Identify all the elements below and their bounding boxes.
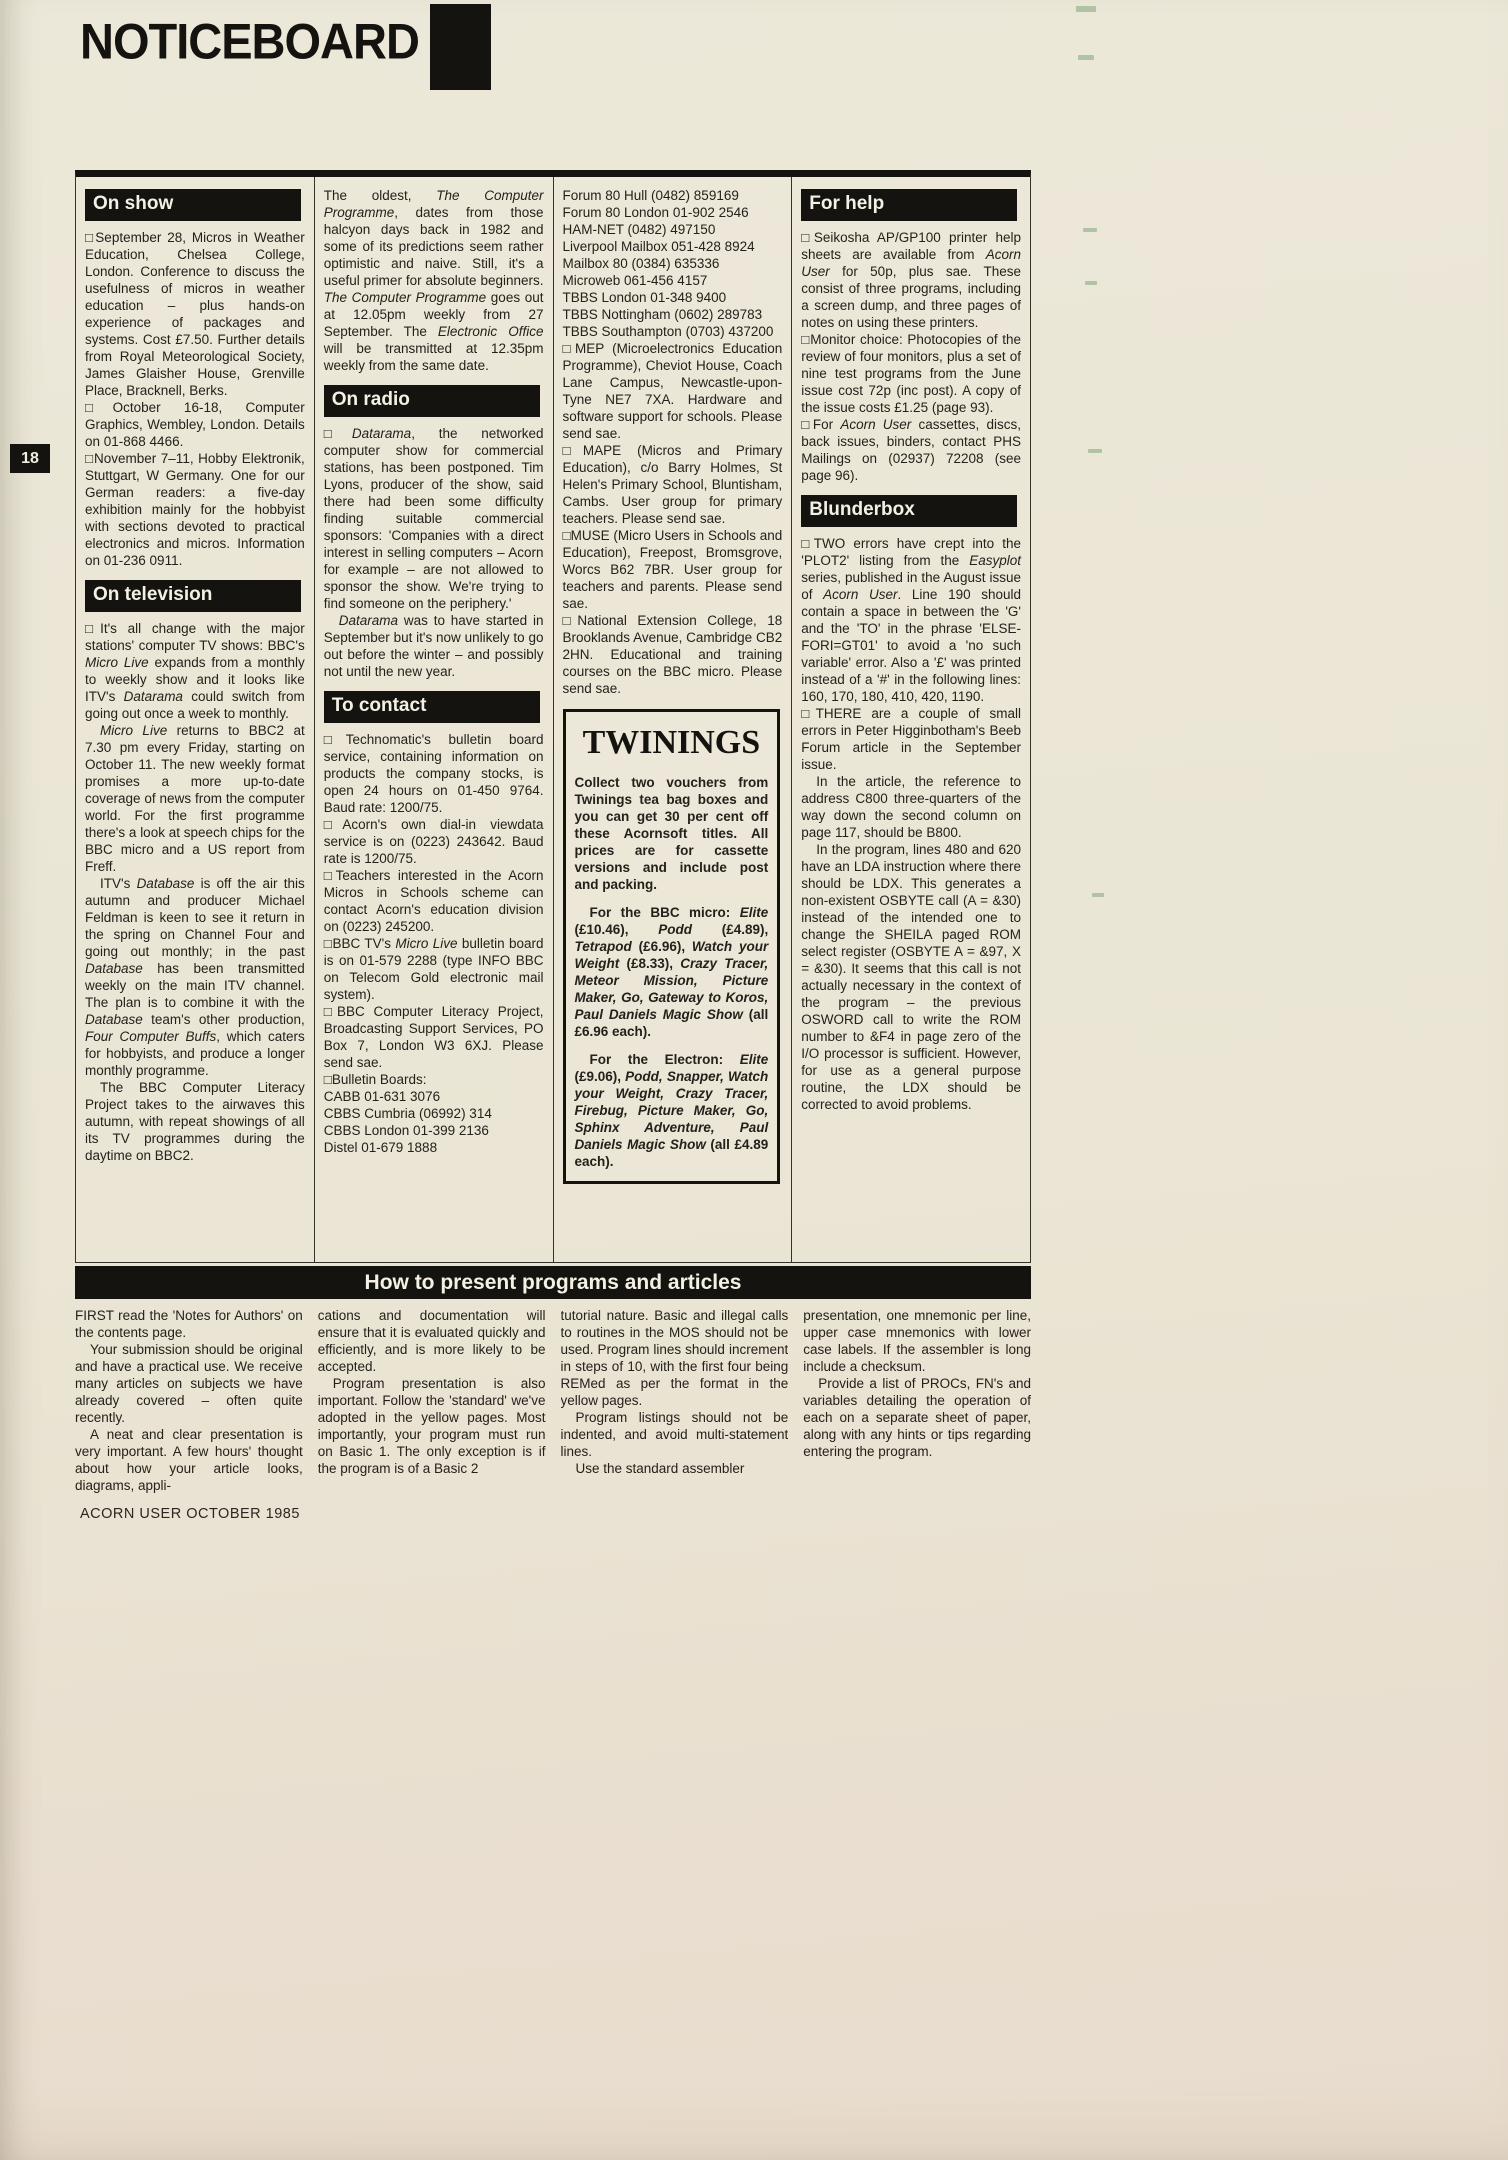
section-header-for-help: For help: [801, 189, 1017, 221]
guidelines-paragraph: tutorial nature. Basic and illegal calls to routines in the MOS should not be used. Program lines should increment in steps of 10, with the first four being REMed as per the format in the yellow pages.: [560, 1308, 789, 1408]
directory-line: TBBS Nottingham (0602) 289783: [562, 307, 763, 322]
emphasis-text: Acorn User: [840, 417, 912, 432]
emphasis-text: Easyplot: [969, 553, 1021, 568]
bottom-section-title-bar: [75, 1266, 1031, 1299]
section-header-on-show: On show: [85, 189, 301, 221]
paragraph: □Acorn's own dial-in viewdata service is on (0223) 243642. Baud rate is 1200/75.: [323, 817, 544, 866]
guidelines-paragraph: cations and documentation will ensure that it is evaluated quickly and efficiently, and is more likely to be accepted.: [317, 1308, 546, 1374]
emphasis-text: Micro Live: [85, 655, 149, 670]
directory-line: Liverpool Mailbox 051-428 8924: [562, 239, 755, 254]
paragraph: □Teachers interested in the Acorn Micros in Schools scheme can contact Acorn's education division on (0223) 245200.: [323, 868, 544, 934]
guidelines-paragraph: A neat and clear presentation is very important. A few hours' thought about how your article looks, diagrams, appli-: [75, 1427, 303, 1493]
section-header-on-radio: On radio: [324, 385, 540, 417]
directory-line: Distel 01-679 1888: [323, 1140, 438, 1155]
emphasis-text: Four Computer Buffs: [85, 1029, 217, 1044]
scan-mark: [1085, 281, 1097, 285]
emphasis-text: Electronic Office: [437, 324, 544, 339]
directory-line: TBBS London 01-348 9400: [562, 290, 727, 305]
paragraph: □Bulletin Boards:: [323, 1072, 427, 1087]
paragraph: □MUSE (Micro Users in Schools and Education), Freepost, Bromsgrove, Worcs B62 7BR. User group for teachers and parents. Please send sae.: [562, 528, 783, 611]
section-header-on-television: On television: [85, 580, 301, 612]
bottom-section-title: How to present programs and articles: [364, 1270, 742, 1294]
paragraph: □Monitor choice: Photocopies of the review of four monitors, plus a set of nine test programs from the June issue cost 72p (inc post). A copy of the issue costs £1.25 (page 93).: [801, 332, 1021, 415]
emphasis-text: Datarama: [338, 613, 399, 628]
emphasis-text: The Computer Programme: [323, 188, 544, 220]
emphasis-text: The Computer Programme: [323, 290, 487, 305]
column-2: [315, 177, 554, 1262]
guidelines-paragraph: Program presentation is also important. Follow the 'standard' we've adopted in the yellow pages. Most importantly, your program must run on Basic 1. The only exception is if the program is of a Basic 2: [317, 1376, 546, 1476]
scan-mark: [1092, 893, 1104, 897]
emphasis-text: Podd: [658, 922, 692, 937]
paragraph: □November 7–11, Hobby Elektronik, Stuttgart, W Germany. One for our German readers: a five-day exhibition mainly for the hobbyist with sections devoted to practical electronics and micros. Information on 01-236 0911.: [85, 451, 305, 568]
paragraph: □Technomatic's bulletin board service, containing information on products the company stocks, is open 24 hours on 01-450 9764. Baud rate: 1200/75.: [323, 732, 544, 815]
directory-line: Forum 80 Hull (0482) 859169: [562, 188, 739, 203]
advert-paragraph: Collect two vouchers from Twinings tea bag boxes and you can get 30 per cent off these Acornsoft titles. All prices are for cassette versions and include post and packing.: [574, 775, 769, 892]
directory-line: HAM-NET (0482) 497150: [562, 222, 716, 237]
paragraph: Datarama was to have started in September but it's now unlikely to go out before the winter – and possibly not until the new year.: [323, 613, 544, 679]
paragraph: □It's all change with the major stations' computer TV shows: BBC's Micro Live expands from a monthly to weekly show and it looks like ITV's Datarama could switch from going out once a week to monthly.: [85, 621, 305, 721]
directory-line: Mailbox 80 (0384) 635336: [562, 256, 720, 271]
directory-line: CABB 01-631 3076: [323, 1089, 441, 1104]
paragraph: □September 28, Micros in Weather Education, Chelsea College, London. Conference to discuss the usefulness of micros in weather education – plus hands-on experience of packages and systems. Cost £7.50. Further details from Royal Meteorological Society, James Glaisher House, Grenville Place, Bracknell, Berks.: [85, 230, 305, 398]
paragraph: In the program, lines 480 and 620 have an LDA instruction where there should be LDX. This generates a non-existent OSBYTE call (A = &30) instead of the intended one to change the SHEILA paged ROM select register (OSBYTE A = &97, X = &30). It seems that this call is not actually necessary in the context of the program – the previous OSWORD call to write the ROM number to &F4 in page zero of the I/O processor is sufficient. However, for use as a general purpose routine, the LDX should be corrected to avoid problems.: [801, 842, 1021, 1112]
emphasis-text: Datarama: [351, 426, 412, 441]
emphasis-text: Crazy Tracer, Meteor Mission, Picture Maker, Go, Gateway to Koros, Paul Daniels Magic Show: [574, 956, 769, 1022]
paragraph: □TWO errors have crept into the 'PLOT2' listing from the Easyplot series, published in the August issue of Acorn User. Line 190 should contain a space in between the 'G' and the 'TO' in the phrase 'ELSE-FORI=GT01' to avoid a 'no such variable' error. Also a '£' was printed instead of a '#' in the following lines: 160, 170, 180, 410, 420, 1190.: [801, 536, 1021, 704]
scan-mark: [1083, 228, 1097, 232]
paragraph: □MEP (Microelectronics Education Programme), Cheviot House, Coach Lane Campus, Newcastle-upon-Tyne NE7 7XA. Hardware and software support for schools. Please send sae.: [562, 341, 783, 441]
paragraph: □October 16-18, Computer Graphics, Wembley, London. Details on 01-868 4466.: [85, 400, 305, 449]
column-1: [76, 177, 315, 1262]
emphasis-text: Watch your Weight: [574, 939, 769, 971]
advert-paragraph: For the BBC micro: Elite (£10.46), Podd (£4.89), Tetrapod (£6.96), Watch your Weight (£8.33), Crazy Tracer, Meteor Mission, Picture Maker, Go, Gateway to Koros, Paul Daniels Magic Show (all £6.96 each).: [574, 905, 769, 1039]
bottom-column-1: [75, 1307, 303, 1509]
paragraph: □For Acorn User cassettes, discs, back issues, binders, contact PHS Mailings on (02937) 72208 (see page 96).: [801, 417, 1021, 483]
paragraph: □MAPE (Micros and Primary Education), c/o Barry Holmes, St Helen's Primary School, Bluntisham, Cambs. User group for primary teachers. Please send sae.: [562, 443, 783, 526]
bottom-column-4: [803, 1307, 1031, 1509]
scan-mark: [1088, 449, 1102, 453]
paragraph: □THERE are a couple of small errors in Peter Higginbotham's Beeb Forum article in the September issue.: [801, 706, 1021, 772]
paragraph: The oldest, The Computer Programme, dates from those halcyon days back in 1982 and some of its predictions seem rather optimistic and naive. Still, it's a useful primer for absolute beginners. The Computer Programme goes out at 12.05pm weekly from 27 September. The Electronic Office will be transmitted at 12.35pm weekly from the same date.: [323, 188, 544, 373]
guidelines-paragraph: Your submission should be original and have a practical use. We receive many articles on subjects we have already covered – often quite recently.: [75, 1342, 303, 1425]
directory-line: TBBS Southampton (0703) 437200: [562, 324, 774, 339]
twinings-advert: [563, 709, 781, 1184]
directory-line: CBBS Cumbria (06992) 314: [323, 1106, 492, 1121]
emphasis-text: Podd, Snapper, Watch your Weight, Crazy Tracer, Firebug, Picture Maker, Go, Sphinx Adventure, Paul Daniels Magic Show: [574, 1069, 769, 1152]
emphasis-text: Database: [136, 876, 195, 891]
emphasis-text: Database: [85, 1012, 143, 1027]
directory-line: Forum 80 London 01-902 2546: [562, 205, 749, 220]
emphasis-text: Tetrapod: [574, 939, 632, 954]
main-content-frame: [75, 170, 1031, 1263]
guidelines-paragraph: Program listings should not be indented, and avoid multi-statement lines.: [560, 1410, 789, 1459]
paragraph: □National Extension College, 18 Brooklands Avenue, Cambridge CB2 2HN. Educational and training courses on the BBC micro. Please send sae.: [562, 613, 783, 696]
directory-line: CBBS London 01-399 2136: [323, 1123, 489, 1138]
paragraph: ITV's Database is off the air this autumn and producer Michael Feldman is keen to see it return in the spring on Channel Four and going out monthly; in the past Database has been transmitted weekly on the main ITV channel. The plan is to combine it with the Database team's other production, Four Computer Buffs, which caters for hobbyists, and produce a longer monthly programme.: [85, 876, 305, 1078]
guidelines-paragraph: presentation, one mnemonic per line, upper case mnemonics with lower case labels. If the assembler is long include a checksum.: [803, 1308, 1031, 1374]
emphasis-text: Elite: [739, 905, 769, 920]
emphasis-text: Elite: [739, 1052, 769, 1067]
directory-line: Microweb 061-456 4157: [562, 273, 708, 288]
emphasis-text: Database: [85, 961, 143, 976]
paragraph: □Datarama, the networked computer show for commercial stations, has been postponed. Tim Lyons, producer of the show, said there had been some difficulty finding suitable commercial sponsors: 'Companies with a direct interest in selling computers – Acorn for example – are not allowed to sponsor the show. We're trying to find someone on the periphery.': [323, 426, 544, 611]
paragraph: □BBC TV's Micro Live bulletin board is on 01-579 2288 (type INFO BBC on Telecom Gold electronic mail system).: [323, 936, 544, 1002]
bottom-section: [75, 1307, 1031, 1509]
guidelines-paragraph: FIRST read the 'Notes for Authors' on the contents page.: [75, 1308, 303, 1340]
section-header-blunderbox: Blunderbox: [801, 495, 1017, 527]
scan-mark: [1076, 6, 1096, 12]
footer: ACORN USER OCTOBER 1985: [80, 1506, 300, 1522]
guidelines-paragraph: Use the standard assembler: [575, 1461, 745, 1476]
emphasis-text: Micro Live: [395, 936, 458, 951]
page-number-badge: 18: [10, 444, 50, 473]
guidelines-paragraph: Provide a list of PROCs, FN's and variables detailing the operation of each on a separate sheet of paper, along with any hints or tips regarding entering the program.: [803, 1376, 1031, 1459]
paragraph: The BBC Computer Literacy Project takes to the airwaves this autumn, with repeat showings of all its TV programmes during the daytime on BBC2.: [85, 1080, 305, 1163]
paragraph: □Seikosha AP/GP100 printer help sheets are available from Acorn User for 50p, plus sae. These consist of three programs, including a screen dump, and three pages of notes on using these printers.: [801, 230, 1021, 330]
emphasis-text: Acorn User: [823, 587, 898, 602]
bottom-column-2: [318, 1307, 546, 1509]
paragraph: □BBC Computer Literacy Project, Broadcasting Support Services, PO Box 7, London W3 6XJ. Please send sae.: [323, 1004, 544, 1070]
paragraph: Micro Live returns to BBC2 at 7.30 pm every Friday, starting on October 11. The new weekly format promises a more up-to-date coverage of news from the computer world. For the first programme there's a look at speech chips for the BBC micro and a US report from Freff.: [85, 723, 305, 874]
emphasis-text: Micro Live: [100, 723, 168, 738]
twinings-logo: TWININGS: [582, 724, 761, 761]
advert-paragraph: For the Electron: Elite (£9.06), Podd, Snapper, Watch your Weight, Crazy Tracer, Firebug, Picture Maker, Go, Sphinx Adventure, Paul Daniels Magic Show (all £4.89 each).: [574, 1052, 769, 1169]
column-3: [554, 177, 793, 1262]
emphasis-text: Acorn User: [801, 247, 1021, 279]
paragraph: In the article, the reference to address C800 three-quarters of the way down the second column on page 117, should be B800.: [801, 774, 1021, 840]
page-title: NOTICEBOARD: [80, 13, 419, 70]
bottom-column-3: [561, 1307, 789, 1509]
scan-mark: [1078, 55, 1094, 60]
emphasis-text: Datarama: [123, 689, 183, 704]
masthead-decoration-block: [430, 4, 491, 90]
section-header-to-contact: To contact: [324, 691, 540, 723]
column-4: [792, 177, 1030, 1262]
